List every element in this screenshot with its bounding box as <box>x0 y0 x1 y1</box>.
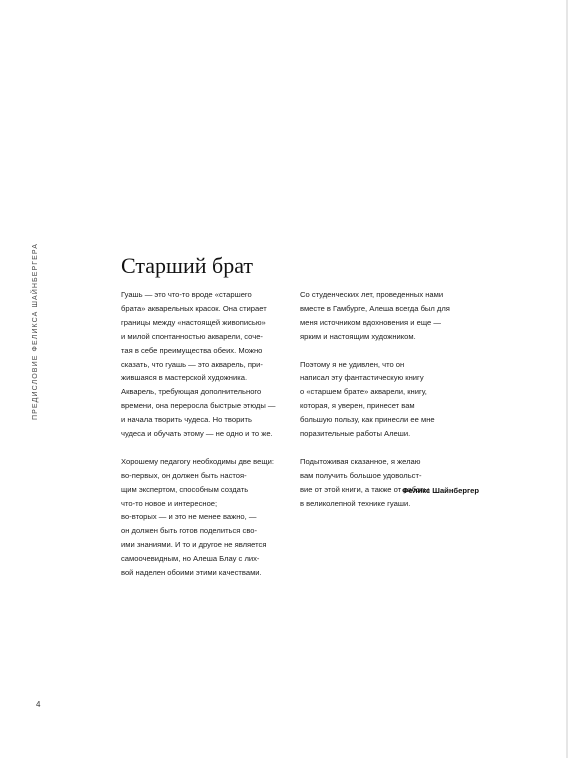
text-line: о «старшем брате» акварели, книгу, <box>300 387 427 397</box>
text-line: Акварель, требующая дополнительного <box>121 387 262 397</box>
text-line: Со студенческих лет, проведенных нами <box>300 290 444 299</box>
text-line: Поэтому я не удивлен, что он <box>300 359 405 369</box>
text-line: что-то новое и интересное; <box>121 498 218 508</box>
text-line: самоочевидным, но Алеша Блау с лих- <box>121 554 260 564</box>
text-line: вам получить большое удовольст- <box>300 470 422 480</box>
text-line: и начала творить чудеса. Но творить <box>121 415 252 425</box>
running-header: ПРЕДИСЛОВИЕ ФЕЛИКСА ШАЙНБЕРГЕРА <box>32 243 39 420</box>
paragraph <box>300 455 470 511</box>
text-line: времени, она переросла быстрые этюды — <box>121 401 276 411</box>
text-line: написал эту фантастическую книгу <box>300 373 424 383</box>
text-line: Хорошему педагогу необходимы две вещи: <box>121 456 274 466</box>
text-line: жившаяся в мастерской художника. <box>121 373 248 383</box>
text-line: ярким и настоящим художником. <box>300 331 416 341</box>
text-line: вой наделен обоими этими качествами. <box>121 568 262 578</box>
text-line: в великолепной технике гуаши. <box>300 498 411 508</box>
text-line: тая в себе преимущества обеих. Можно <box>121 345 263 355</box>
page-title: Старший брат <box>121 253 254 278</box>
text-line: во-вторых — и это не менее важно, — <box>121 512 257 522</box>
paragraph <box>300 358 470 441</box>
text-line: чудеса и обучать этому — не одно и то же. <box>121 429 273 439</box>
text-line: ими знаниями. И то и другое не является <box>121 540 267 550</box>
text-line: большую пользу, как принесли ее мне <box>300 415 435 425</box>
left-text-column <box>121 288 291 580</box>
paragraph <box>300 288 470 344</box>
text-line: Гуашь — это что-то вроде «старшего <box>121 290 252 299</box>
text-line: он должен быть готов поделиться сво- <box>121 526 258 536</box>
right-text-column <box>300 288 470 510</box>
text-line: вместе в Гамбурге, Алеша всегда был для <box>300 303 450 313</box>
author-signature: Феликс Шайнбергер <box>402 486 479 495</box>
text-line: меня источником вдохновения и еще — <box>300 317 441 327</box>
page-number: 4 <box>36 700 41 709</box>
text-line: брата» акварельных красок. Она стирает <box>121 303 267 313</box>
text-line: которая, я уверен, принесет вам <box>300 401 415 411</box>
paragraph <box>121 455 291 580</box>
text-line: сказать, что гуашь — это акварель, при- <box>121 359 263 369</box>
text-line: вие от этой книги, а также от работы <box>300 484 430 494</box>
text-line: поразительные работы Алеши. <box>300 429 411 439</box>
text-line: во-первых, он должен быть настоя- <box>121 470 247 480</box>
text-line: щим экспертом, способным создать <box>121 484 249 494</box>
text-line: Подытоживая сказанное, я желаю <box>300 456 421 466</box>
paragraph <box>121 288 291 441</box>
text-line: границы между «настоящей живописью» <box>121 317 266 327</box>
text-line: и милой спонтанностью акварели, соче- <box>121 331 263 341</box>
